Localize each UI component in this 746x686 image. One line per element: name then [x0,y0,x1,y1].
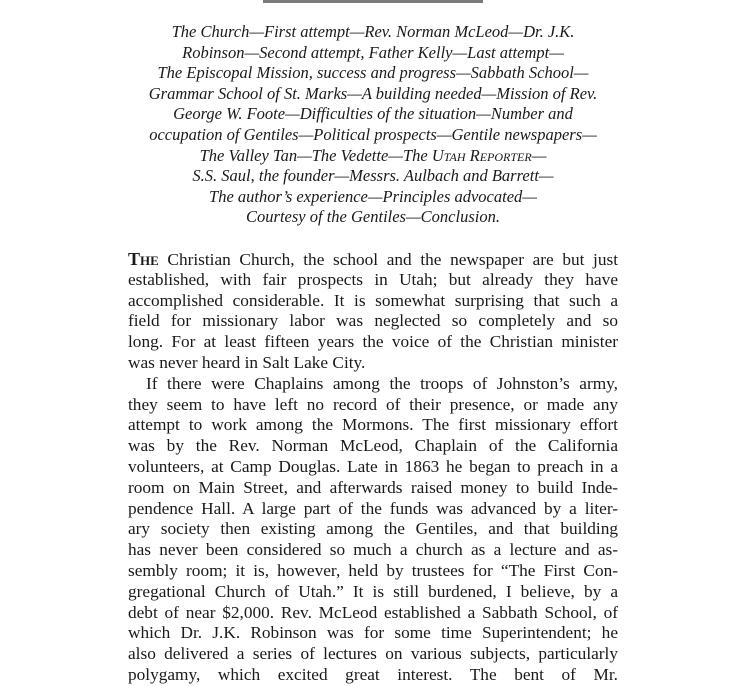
text-line: was never heard in Salt Lake City. [128,352,366,372]
text-line: which Dr. J.K. Robinson was for some time Superintendent; he [128,623,618,643]
text-line: volunteers, at Camp Douglas. Late in 1863 he began to preach in a [128,456,618,476]
text-line: debt of near $2,000. Rev. McLeod established a Sabbath School, of [128,602,618,622]
text-line: gregational Church of Utah.” It is still burdened, I believe, by a [128,581,618,601]
text-line-content: Christian Church, the school and the newspaper are but just [158,250,618,269]
synopsis-text: — [531,145,547,165]
text-line: also delivered a series of lectures on various subjects, particularly [128,644,618,664]
synopsis-line: George W. Foote—Difficulties of the situation—Number and [173,104,573,124]
text-line: they seem to have left no record of their presence, or made any [128,394,618,414]
synopsis-line: The Episcopal Mission, success and progress—Sabbath School— [157,63,589,83]
top-rule [263,0,483,3]
paragraph-1 [128,249,618,374]
text-line: ary society then existing among the Gentiles, and that building [128,519,618,539]
text-line: accomplished considerable. It is somewhat surprising that such a [128,290,618,310]
text-line: pendence Hall. A large part of the funds was advanced by a liter- [128,498,618,518]
synopsis-line: The author’s experience—Principles advocated— [209,186,537,206]
chapter-synopsis [128,22,618,228]
synopsis-line [128,146,618,167]
synopsis-line: S.S. Saul, the founder—Messrs. Aulbach and Barrett— [192,166,554,186]
text-line: established, with fair prospects in Utah; but already they have [128,269,618,289]
synopsis-line: Courtesy of the Gentiles—Conclusion. [246,207,500,227]
text-line: If there were Chaplains among the troops of Johnston’s army, [146,373,618,393]
text-line: room on Main Street, and afterwards raised money to build Inde- [128,477,618,497]
text-line: field for missionary labor was neglected so completely and so [128,311,618,331]
newspaper-title: Utah Reporter [431,145,532,165]
synopsis-line: The Church—First attempt—Rev. Norman McLeod—Dr. J.K. [171,22,575,41]
text-line: attempt to work among the Mormons. The first missionary effort [128,415,618,435]
body-text [128,249,618,686]
synopsis-line: Grammar School of St. Marks—A building needed—Mission of Rev. [148,83,598,103]
synopsis-line: Robinson—Second attempt, Father Kelly—Last attempt— [182,42,564,62]
text-line: was by the Rev. Norman McLeod, Chaplain of the California [128,436,618,456]
text-line-cutoff: polygamy, which excited great interest. The bent of Mr. [128,664,618,684]
text-line: sembly room; it is, however, held by trustees for “The First Con- [128,560,618,580]
text-line: long. For at least fifteen years the voice of the Christian minister [128,332,618,352]
paragraph-2 [128,374,618,686]
synopsis-line: occupation of Gentiles—Political prospects—Gentile newspapers— [149,124,597,144]
text-line [128,249,618,270]
drop-cap: The [128,249,159,269]
text-line: has never been considered so much a church as a lecture and as- [128,540,618,560]
synopsis-text: The Valley Tan—The Vedette—The [199,145,432,165]
